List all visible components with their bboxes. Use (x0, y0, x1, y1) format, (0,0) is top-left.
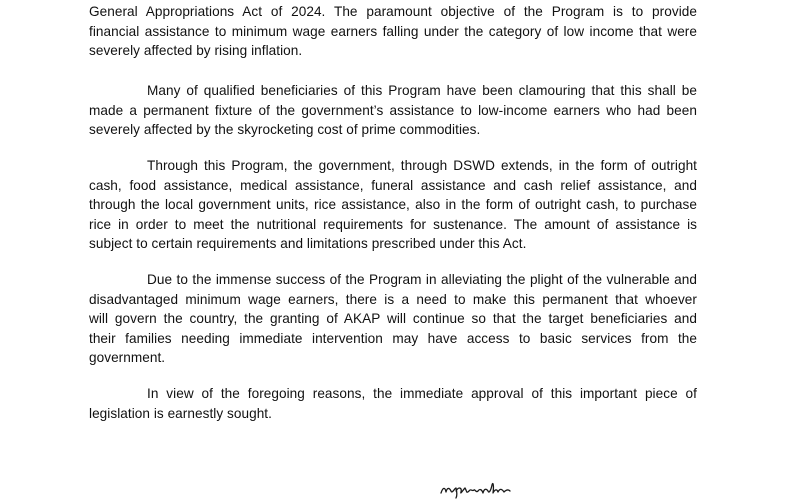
paragraph-line: severely affected by the skyrocketing cost of prime commodities. (89, 122, 481, 138)
handwritten-signature (438, 477, 528, 499)
paragraph-line: cash, food assistance, medical assistance, funeral assistance and cash relief assistance, and (89, 177, 697, 193)
paragraph-line: rice in order to meet the nutritional requirements for sustenance. The amount of assistance is (89, 216, 697, 232)
paragraph-line: financial assistance to minimum wage earners falling under the category of low income that were (89, 23, 697, 39)
paragraph-program-success (89, 270, 697, 368)
paragraph-line: made a permanent fixture of the government’s assistance to low-income earners who had been (89, 102, 697, 118)
paragraph-line: Many of qualified beneficiaries of this Program have been clamouring that this shall be (147, 83, 697, 98)
paragraph-line: subject to certain requirements and limitations prescribed under this Act. (89, 236, 527, 252)
paragraph-line: legislation is earnestly sought. (89, 405, 272, 421)
paragraph-program-assistance (89, 156, 697, 254)
paragraph-beneficiaries-clamouring (89, 81, 697, 140)
paragraph-line: Through this Program, the government, through DSWD extends, in the form of outright (147, 158, 697, 173)
paragraph-line: In view of the foregoing reasons, the immediate approval of this important piece of (147, 386, 697, 401)
paragraph-line: through the local government units, rice assistance, also in the form of outright cash, to purchase (89, 197, 697, 213)
paragraph-line: government. (89, 350, 166, 366)
paragraph-appropriations-objective (89, 2, 697, 61)
paragraph-line: disadvantaged minimum wage earners, there is a need to make this permanent that whoever (89, 291, 697, 307)
paragraph-line: General Appropriations Act of 2024. The paramount objective of the Program is to provide (89, 4, 697, 19)
paragraph-approval-request (89, 384, 697, 423)
paragraph-line: will govern the country, the granting of AKAP will continue so that the target beneficiaries and (89, 311, 697, 327)
paragraph-line: severely affected by rising inflation. (89, 43, 303, 59)
paragraph-line: Due to the immense success of the Program in alleviating the plight of the vulnerable and (147, 272, 697, 287)
paragraph-line: their families needing immediate intervention may have access to basic services from the (89, 330, 697, 346)
